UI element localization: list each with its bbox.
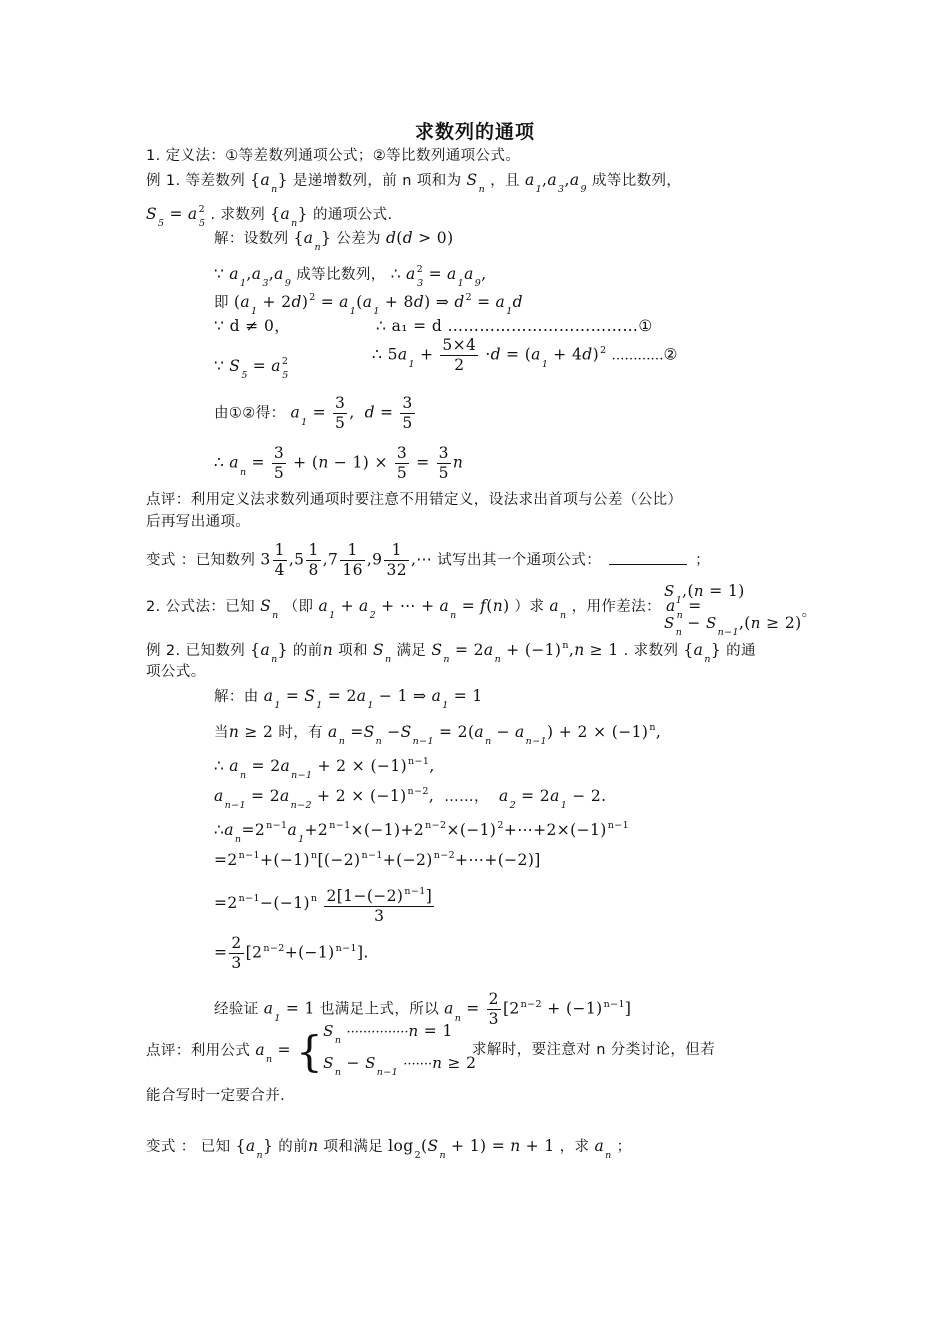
text: 例 2. 已知数列 (146, 643, 246, 659)
text: 时，有 (278, 725, 324, 741)
text: 即 (214, 295, 229, 311)
page-title: 求数列的通项 (414, 121, 535, 143)
example-1-line-1: 例 1. 等差数列 $\{a_n\}$ 是递增数列，前 n 项和为 $S_n$ ，且 $a_1,a_3,a_9$ 成等比数列， (146, 171, 682, 195)
solution-2-step-1: 解：由 $a_1 = S_1 = 2a_1 - 1$ ⇒ $a_1 = 1$ (214, 687, 483, 711)
solution-1-step-2: 即 $(a_1 + 2d)^2 = a_1(a_1 + 8d)$ ⇒ $d^2 = a_1d$ (214, 292, 523, 317)
text: 。 (801, 604, 817, 620)
remark-2-piecewise: {$S_n \cdot\cdot\cdot\cdot\cdot\cdot\cdot\cdot\cdot\cdot\cdot\cdot\cdot\cdot\cdot n = 1$ $S_n - S_{n-1} \cdot\cdot\cdot\cdot\cdot\cdot\cdot n \ge 2$ (296, 1022, 477, 1078)
text: 变式 ： (146, 1139, 196, 1155)
solution-2-step-6: $=2^{n-1}+(-1)^n[(-2)^{n-1}+(-2)^{n-2}+\cdots+(-2)]$ (214, 850, 541, 869)
text: ，且 (490, 173, 520, 189)
solution-1-step-1: ∵ $a_1,a_3,a_9$ 成等比数列， ∴ $a^2_3 = a_1a_9$, (214, 264, 487, 289)
text: . 求数列 (623, 643, 679, 659)
text: 成等比数列， (296, 267, 386, 283)
text: ② (663, 345, 678, 364)
text: 是递增数列，前 n 项和为 (292, 173, 462, 189)
solution-1-step-4: ∵ $S_5 = a^2_5$ (214, 356, 289, 381)
section-2-piecewise: $S_1,(n = 1)$ $S_n - S_{n-1},(n \ge 2)$。 (664, 582, 817, 638)
text: 的通项公式. (312, 207, 393, 223)
text: 试写出其一个通项公式： (437, 552, 602, 569)
text: 当 (214, 725, 229, 741)
text: 的通 (726, 643, 756, 659)
text: . 求数列 (210, 207, 266, 223)
text: 项和满足 (323, 1139, 384, 1155)
text: 解：设数列 (214, 231, 289, 247)
text: 的前 (278, 1139, 309, 1155)
example-1-line-2: $S_5 = a^2_5$ . 求数列 $\{a_n\}$ 的通项公式. (146, 204, 393, 229)
text: 成等比数列， (591, 173, 682, 189)
answer-blank[interactable] (609, 550, 687, 565)
text: ……， (444, 789, 489, 805)
text: 变式 ：已知数列 (146, 552, 256, 569)
solution-1-step-3 (214, 316, 290, 337)
solution-2-step-7: $=2^{n-1}-(-1)^n$ $\frac{2[1-(-2)^{n-1}]}{3}$ (214, 882, 436, 926)
text: 项和 (338, 643, 368, 659)
solution-2-step-3: ∴ $a_n = 2a_{n-1} + 2 \times (-1)^{n-1}$, (214, 756, 435, 781)
solution-1-values: 由①②得： $a_1$ = $\frac{3}{5}$ , d = $\frac{3}{5}$ (214, 394, 413, 432)
text: 也满足上式，所以 (319, 1001, 440, 1018)
text: 经验证 (214, 1001, 259, 1018)
text: 的前 (292, 643, 323, 659)
text: ∴ a₁ = d ………………………………① (376, 317, 653, 335)
solution-2-step-4: $a_{n-1} = 2a_{n-2} + 2 \times (-1)^{n-2}$, ……， $a_2 = 2a_1 - 2$. (214, 786, 607, 811)
variant-2: 变式 ： 已知 $\{a_n\}$ 的前n 项和满足 $\log_2(S_n + 1) = n + 1$ ，求 $a_n$ ； (146, 1137, 632, 1161)
variant-1: 变式 ：已知数列 3 $\frac{1}{4}$ ,5 $\frac{1}{8}$ ,7 $\frac{1}{16}$ ,9 $\frac{1}{32}$ ,⋯ 试写出其一个通项公式： ； (146, 541, 711, 579)
section-1-heading: 1. 定义法：①等差数列通项公式；②等比数列通项公式。 (146, 148, 521, 164)
text: 公差为 (336, 231, 381, 247)
example-2-line-2: 项公式。 (146, 664, 206, 680)
text: ）求 (514, 599, 545, 615)
solution-2-step-2: 当n ≥ 2 时，有 $a_n =S_n -S_{n-1} = 2(a_n - a_{n-1}) + 2 \times (-1)^n$, (214, 722, 662, 747)
text: ； (616, 1139, 632, 1155)
solution-1-result-1 (376, 316, 653, 337)
text: 由①②得： (214, 405, 286, 422)
text: ，用作差法： (571, 599, 661, 615)
remark-2-line-2: 能合写时一定要合并. (146, 1088, 286, 1104)
solution-2-step-5: $\therefore a_n=2^{n-1}a_1+2^{n-1}\times(-1)+2^{n-2}\times(-1)^2+\cdots+2\times(-1)^{n-1}$ (214, 820, 630, 845)
remark-2: 点评：利用公式 $a_n$ = (146, 1041, 291, 1065)
solution-2-check: 经验证 $a_1 = 1$ 也满足上式，所以 $a_n$ = $\frac{2}{3}$ $[2^{n-2} + (-1)^{n-1}]$ (214, 990, 632, 1028)
text: 2. 公式法：已知 (146, 599, 256, 615)
text: 点评：利用公式 (146, 1043, 251, 1059)
text: 满足 (396, 643, 427, 659)
text: 解：由 (214, 689, 259, 705)
text: ； (695, 552, 711, 569)
solution-1-intro: 解：设数列 $\{a_n\}$ 公差为 d(d > 0) (214, 229, 454, 253)
solution-1-answer: ∴ $a_n$ = $\frac{3}{5}$ + (n − 1) × $\frac{3}{5}$ = $\frac{3}{5}$ n (214, 444, 464, 482)
text: ，求 (559, 1139, 590, 1155)
remark-1-cont: 后再写出通项。 (146, 514, 251, 530)
example-2-line-1: 例 2. 已知数列 $\{a_n\}$ 的前n 项和 $S_n$ 满足 $S_n = 2a_n + (-1)^n,n \ge 1$ . 求数列 $\{a_n\}$ 的通 (146, 640, 756, 665)
text: ∵ d ≠ 0， (214, 317, 291, 335)
text: 例 1. 等差数列 (146, 173, 246, 189)
text: 已知 (200, 1139, 231, 1155)
remark-1: 点评：利用定义法求数列通项时要注意不用错定义，设法求出首项与公差（公比） (146, 492, 683, 508)
solution-1-equation-2: ∴ $5a_1$ + $\frac{5\times 4}{2}$ $\cdot d = (a_1 + 4d)^2$ …………② (372, 336, 678, 374)
section-2-heading: 2. 公式法：已知 $S_n$ （即 $a_1 + a_2$ + ⋯ + $a_n = f(n)$ ）求 $a_n$ ，用作差法： $a_n$ = (146, 597, 702, 621)
solution-2-step-8: = $\frac{2}{3}$ $[2^{n-2}+(-1)^{n-1}]$. (214, 934, 369, 972)
remark-2-cont: 求解时，要注意对 n 分类讨论，但若 (472, 1042, 716, 1058)
text: （即 (283, 599, 314, 615)
